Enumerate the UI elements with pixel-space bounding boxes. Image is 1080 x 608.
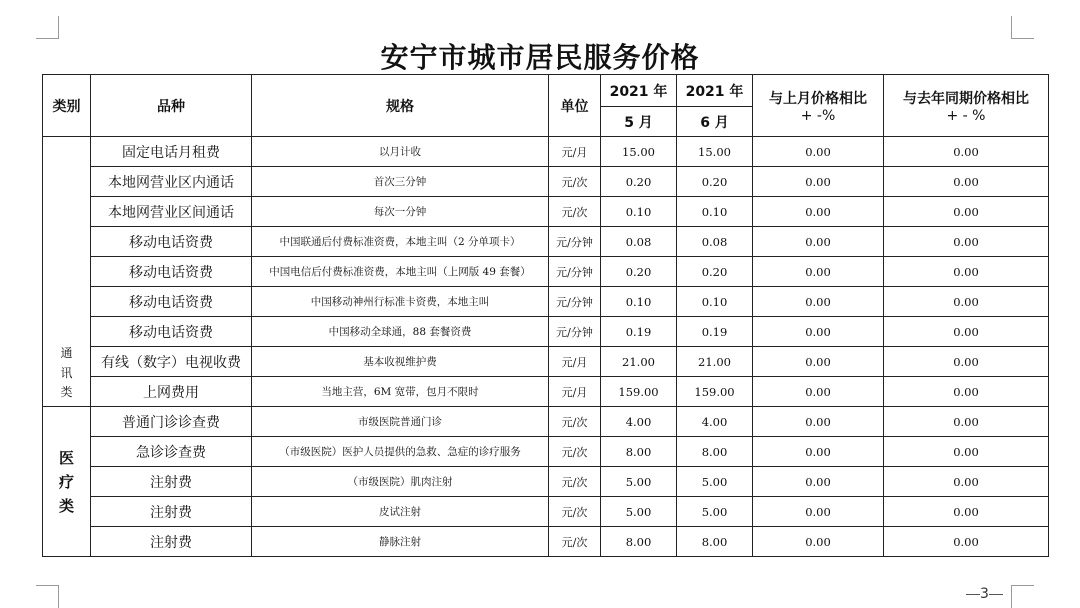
- unit-cell: 元/月: [549, 347, 601, 377]
- may-price-cell: 8.00: [601, 437, 677, 467]
- item-cell: 注射费: [91, 467, 252, 497]
- jun-price-cell: 0.10: [677, 287, 753, 317]
- spec-cell: （市级医院）肌肉注射: [252, 467, 549, 497]
- unit-cell: 元/次: [549, 527, 601, 557]
- mom-change-cell: 0.00: [753, 167, 884, 197]
- may-price-cell: 15.00: [601, 137, 677, 167]
- jun-price-cell: 0.20: [677, 257, 753, 287]
- unit-cell: 元/分钟: [549, 257, 601, 287]
- yoy-change-cell: 0.00: [884, 197, 1049, 227]
- may-price-cell: 0.19: [601, 317, 677, 347]
- spec-cell: 静脉注射: [252, 527, 549, 557]
- unit-cell: 元/分钟: [549, 317, 601, 347]
- item-cell: 本地网营业区间通话: [91, 197, 252, 227]
- may-price-cell: 0.20: [601, 257, 677, 287]
- may-price-cell: 21.00: [601, 347, 677, 377]
- spec-cell: 中国联通后付费标准资费，本地主叫（2 分单项卡）: [252, 227, 549, 257]
- may-price-cell: 0.20: [601, 167, 677, 197]
- spec-cell: 中国移动全球通，88 套餐资费: [252, 317, 549, 347]
- jun-price-cell: 8.00: [677, 437, 753, 467]
- page-number-dash-left: [966, 594, 980, 595]
- spec-cell: 基本收视维护费: [252, 347, 549, 377]
- mom-change-cell: 0.00: [753, 437, 884, 467]
- unit-cell: 元/分钟: [549, 227, 601, 257]
- yoy-change-cell: 0.00: [884, 467, 1049, 497]
- unit-cell: 元/月: [549, 377, 601, 407]
- spec-cell: 首次三分钟: [252, 167, 549, 197]
- spec-cell: 皮试注射: [252, 497, 549, 527]
- table-row: [43, 377, 1049, 407]
- table-row: [43, 257, 1049, 287]
- may-price-cell: 4.00: [601, 407, 677, 437]
- may-price-cell: 5.00: [601, 497, 677, 527]
- header-yoy-line2: + - %: [946, 107, 986, 124]
- header-mom-line2: + -%: [800, 107, 836, 124]
- yoy-change-cell: 0.00: [884, 227, 1049, 257]
- jun-price-cell: 21.00: [677, 347, 753, 377]
- jun-price-cell: 5.00: [677, 497, 753, 527]
- mom-change-cell: 0.00: [753, 407, 884, 437]
- spec-cell: （市级医院）医护人员提供的急救、急症的诊疗服务: [252, 437, 549, 467]
- yoy-change-cell: 0.00: [884, 167, 1049, 197]
- unit-cell: 元/次: [549, 437, 601, 467]
- table-row: [43, 407, 1049, 437]
- unit-cell: 元/次: [549, 407, 601, 437]
- header-jun-year: 2021 年: [677, 75, 753, 107]
- table-row: [43, 317, 1049, 347]
- yoy-change-cell: 0.00: [884, 347, 1049, 377]
- crop-mark-bottom-left: [36, 585, 59, 608]
- mom-change-cell: 0.00: [753, 497, 884, 527]
- header-category: 类别: [43, 75, 91, 137]
- item-cell: 移动电话资费: [91, 227, 252, 257]
- yoy-change-cell: 0.00: [884, 407, 1049, 437]
- page-title: 安宁市城市居民服务价格: [380, 41, 700, 74]
- page-number-value: 3: [980, 586, 989, 602]
- item-cell: 注射费: [91, 497, 252, 527]
- table-row: [43, 347, 1049, 377]
- unit-cell: 元/次: [549, 497, 601, 527]
- header-spec: 规格: [252, 75, 549, 137]
- may-price-cell: 0.10: [601, 287, 677, 317]
- spec-cell: 中国移动神州行标准卡资费，本地主叫: [252, 287, 549, 317]
- yoy-change-cell: 0.00: [884, 257, 1049, 287]
- jun-price-cell: 8.00: [677, 527, 753, 557]
- table-row: [43, 437, 1049, 467]
- item-cell: 上网费用: [91, 377, 252, 407]
- category-communication: 通讯类: [43, 137, 91, 407]
- yoy-change-cell: 0.00: [884, 527, 1049, 557]
- header-yoy-line1: 与去年同期价格相比: [903, 90, 1029, 107]
- header-yoy: [884, 75, 1049, 137]
- item-cell: 普通门诊诊查费: [91, 407, 252, 437]
- item-cell: 移动电话资费: [91, 317, 252, 347]
- item-cell: 有线（数字）电视收费: [91, 347, 252, 377]
- item-cell: 本地网营业区内通话: [91, 167, 252, 197]
- header-mom-line1: 与上月价格相比: [769, 90, 867, 107]
- yoy-change-cell: 0.00: [884, 317, 1049, 347]
- table-row: [43, 497, 1049, 527]
- yoy-change-cell: 0.00: [884, 137, 1049, 167]
- jun-price-cell: 0.20: [677, 167, 753, 197]
- table-row: [43, 467, 1049, 497]
- jun-price-cell: 5.00: [677, 467, 753, 497]
- may-price-cell: 5.00: [601, 467, 677, 497]
- header-may-year: 2021 年: [601, 75, 677, 107]
- spec-cell: 市级医院普通门诊: [252, 407, 549, 437]
- mom-change-cell: 0.00: [753, 227, 884, 257]
- unit-cell: 元/分钟: [549, 287, 601, 317]
- table-row: [43, 167, 1049, 197]
- table-row: [43, 197, 1049, 227]
- yoy-change-cell: 0.00: [884, 287, 1049, 317]
- spec-cell: 以月计收: [252, 137, 549, 167]
- jun-price-cell: 0.19: [677, 317, 753, 347]
- may-price-cell: 8.00: [601, 527, 677, 557]
- yoy-change-cell: 0.00: [884, 377, 1049, 407]
- may-price-cell: 0.08: [601, 227, 677, 257]
- header-may-month: 5 月: [601, 107, 677, 137]
- mom-change-cell: 0.00: [753, 527, 884, 557]
- price-table: [42, 74, 1049, 557]
- may-price-cell: 159.00: [601, 377, 677, 407]
- jun-price-cell: 159.00: [677, 377, 753, 407]
- yoy-change-cell: 0.00: [884, 497, 1049, 527]
- unit-cell: 元/次: [549, 467, 601, 497]
- table-row: [43, 137, 1049, 167]
- header-jun-month: 6 月: [677, 107, 753, 137]
- table-row: [43, 287, 1049, 317]
- spec-cell: 每次一分钟: [252, 197, 549, 227]
- item-cell: 固定电话月租费: [91, 137, 252, 167]
- mom-change-cell: 0.00: [753, 317, 884, 347]
- table-row: [43, 527, 1049, 557]
- may-price-cell: 0.10: [601, 197, 677, 227]
- unit-cell: 元/月: [549, 137, 601, 167]
- mom-change-cell: 0.00: [753, 137, 884, 167]
- page-number: [966, 586, 1003, 602]
- item-cell: 急诊诊查费: [91, 437, 252, 467]
- jun-price-cell: 0.10: [677, 197, 753, 227]
- mom-change-cell: 0.00: [753, 347, 884, 377]
- header-mom: [753, 75, 884, 137]
- unit-cell: 元/次: [549, 197, 601, 227]
- header-unit: 单位: [549, 75, 601, 137]
- crop-mark-bottom-right: [1011, 585, 1034, 608]
- unit-cell: 元/次: [549, 167, 601, 197]
- table-row: [43, 227, 1049, 257]
- item-cell: 移动电话资费: [91, 257, 252, 287]
- mom-change-cell: 0.00: [753, 257, 884, 287]
- category-medical: 医疗类: [43, 407, 91, 557]
- mom-change-cell: 0.00: [753, 197, 884, 227]
- jun-price-cell: 0.08: [677, 227, 753, 257]
- mom-change-cell: 0.00: [753, 377, 884, 407]
- item-cell: 移动电话资费: [91, 287, 252, 317]
- spec-cell: 当地主营，6M 宽带，包月不限时: [252, 377, 549, 407]
- page-number-dash-right: [989, 594, 1003, 595]
- table-body: [43, 137, 1049, 557]
- yoy-change-cell: 0.00: [884, 437, 1049, 467]
- jun-price-cell: 4.00: [677, 407, 753, 437]
- mom-change-cell: 0.00: [753, 467, 884, 497]
- mom-change-cell: 0.00: [753, 287, 884, 317]
- item-cell: 注射费: [91, 527, 252, 557]
- jun-price-cell: 15.00: [677, 137, 753, 167]
- header-item: 品种: [91, 75, 252, 137]
- spec-cell: 中国电信后付费标准资费，本地主叫（上网版 49 套餐）: [252, 257, 549, 287]
